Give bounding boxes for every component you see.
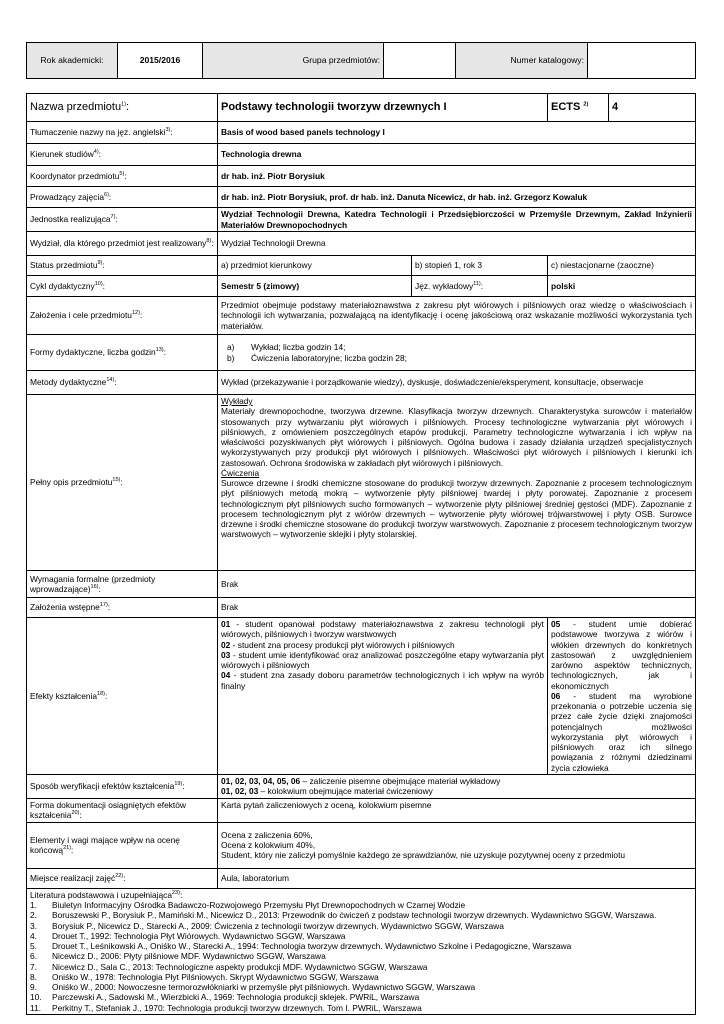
ects-value: 4	[609, 94, 696, 122]
literature-item: 4. Drouet T., 1992: Technologia Płyt Wiórowych. Wydawnictwo SGGW, Warszawa	[30, 930, 346, 941]
language-label: Jęz. wykładowy$^{11)}$:	[412, 276, 548, 297]
outcome-item: 01 - student opanował podstawy materiałoznawstwa z zakresu technologii płyt wiórowych, pilśniowych i tworzyw warstwowych	[221, 619, 544, 640]
form-item: a) Wykład; liczba godzin 14;	[227, 341, 346, 352]
for-faculty-value: Wydział Technologii Drewna	[218, 232, 696, 256]
literature-item: 9. Oniśko W., 2000: Nowoczesne termorozwłókniarki w przemyśle płyt pilśniowych. Wydawnictwo SGGW, Warszawa	[30, 982, 476, 992]
documentation-row	[27, 798, 696, 822]
exercise-text: Surowce drzewne i środki chemiczne stosowane do produkcji tworzyw drzewnych. Zapoznanie z procesem technologicznym płyt pilśniowych metodą mokrą – wytworzenie płyty pilśniowej twardej i płyty porowatej. Zapoznanie z procesem technologicznym płyt pilśniowych sucho formowanych – wytworzenie płyty pilśniowej średniej gęstości (MDF). Zapoznanie z procesem technologicznym płyt z wiórów drzewnych – wytworzenie płyty wiórowej trójwarstwowej i płyty OSB. Surowce drzewne i środki chemiczne stosowane do produkcji tworzyw warstwowych. Zapoznanie z procesem technologicznym tworzyw warstwowych – wytworzenie sklejki i płyty stolarskiej.	[221, 478, 692, 540]
formal-requirements-label: Wymagania formalne (przedmioty wprowadzające)$^{16)}$:	[27, 571, 218, 598]
outcomes-left	[218, 618, 548, 775]
literature-label: Literatura podstawowa i uzupełniająca$^{23)}$:	[30, 889, 183, 900]
forms-value	[218, 335, 696, 371]
literature-item: 2. Boruszewski P., Borysiuk P., Mamiński M., Nicewicz D., 2013: Przewodnik do ćwiczeń z podstaw technologii tworzyw drzewnych. Wydawnictwo SGGW, Warszawa.	[30, 910, 657, 921]
outcomes-row	[27, 618, 696, 775]
translation-row	[27, 122, 696, 144]
language-value: polski	[548, 276, 696, 297]
catalog-number-label: Numer katalogowy:	[456, 43, 588, 79]
outcome-item: 06 - student ma wyrobione przekonania o potrzebie uczenia się przez całe życie dzięki znajomości potencjalnych możliwości wykorzystania płyt wiórowych i pilśniowych oraz ich silnego powiązania z różnymi dziedzinami życia człowieka	[551, 690, 692, 773]
prerequisites-row	[27, 598, 696, 618]
unit-value: Wydział Technologii Drewna, Katedra Technologii i Przedsiębiorczości w Przemyśle Drzewnym, Zakład Inżynierii Materiałów Drewnopochodnych	[218, 208, 696, 232]
coordinator-value: dr hab. inż. Piotr Borysiuk	[218, 166, 696, 187]
instructors-row	[27, 187, 696, 208]
literature-row	[27, 888, 696, 1014]
subject-group-label: Grupa przedmiotów:	[203, 43, 384, 79]
forms-label: Formy dydaktyczne, liczba godzin$^{13)}$:	[27, 335, 218, 371]
course-name-row	[27, 94, 696, 122]
literature-item: 7. Nicewicz D., Sala C., 2013: Technologiczne aspekty produkcji MDF. Wydawnictwo SGGW, Warszawa	[30, 961, 428, 972]
translation-label: Tłumaczenie nazwy na jęz. angielski$^{3)}$:	[27, 122, 218, 144]
location-label: Miejsce realizacji zajęć$^{22)}$:	[27, 868, 218, 888]
unit-row	[27, 208, 696, 232]
documentation-label: Forma dokumentacji osiągniętych efektów kształcenia$^{20)}$:	[27, 798, 218, 822]
unit-label: Jednostka realizująca$^{7)}$:	[27, 208, 218, 232]
course-card-table	[26, 93, 696, 1015]
cycle-value: Semestr 5 (zimowy)	[218, 276, 412, 297]
field-of-study-row	[27, 144, 696, 166]
exercise-heading: Ćwiczenia	[221, 467, 260, 478]
formal-requirements-value: Brak	[218, 571, 696, 598]
cycle-row	[27, 276, 696, 297]
academic-year-label: Rok akademicki:	[27, 43, 118, 79]
status-value-a: a) przedmiot kierunkowy	[218, 256, 412, 276]
methods-value: Wykład (przekazywanie i porządkowanie wiedzy), dyskusje, doświadczenie/eksperyment, konsultacje, obserwacje	[218, 371, 696, 395]
goals-row	[27, 297, 696, 335]
methods-label: Metody dydaktyczne$^{14)}$:	[27, 371, 218, 395]
literature-item: 3. Borysiuk P., Nicewicz D., Starecki A., 2009: Ćwiczenia z technologii tworzyw drzewnych. Wydawnictwo SGGW, Warszawa	[30, 920, 504, 931]
form-item: b) Ćwiczenia laboratoryjne; liczba godzin 28;	[227, 353, 407, 363]
header-table	[26, 42, 696, 79]
location-row	[27, 868, 696, 888]
verification-label: Sposób weryfikacji efektów kształcenia$^{19)}$:	[27, 774, 218, 798]
outcome-item: 04 - student zna zasady doboru parametrów technologicznych i ich wpływ na wyrób finalny	[221, 670, 544, 691]
formal-requirements-row	[27, 571, 696, 598]
prerequisites-value: Brak	[218, 598, 696, 618]
catalog-number-value	[588, 43, 696, 79]
coordinator-row	[27, 166, 696, 187]
outcome-item: 05 - student umie dobierać podstawowe tworzywa z wiórów i włókien drzewnych do konkretnych zastosowań z uwzględnieniem zarówno aspektów technicznych, technologicznych, jak i ekonomicznych	[551, 619, 692, 691]
status-value-c: c) niestacjonarne (zaoczne)	[548, 256, 696, 276]
literature-item: 5. Drouet T., Leśnikowski A., Oniśko W., Starecki A., 1994: Technologia tworzyw drzewnych. Wydawnictwo Szkolne i Pedagogiczne, Warszawa	[30, 941, 572, 951]
lecture-text: Materiały drewnopochodne, tworzywa drzewne. Klasyfikacja tworzyw drzewnych. Charakterystyka surowców i materiałów stosowanych przy wytwarzaniu płyt wiórowych i pilśniowych. Procesy technologiczne wytwarzania płyt wiórowych i pilśniowych, z omówieniem poszczególnych etapów produkcji. Parametry technologiczne wytwarzania i ich wpływ na właściwości pozyskiwanych płyt wiórowych i pilśniowych. Ogólna budowa i zasady działania urządzeń specjalistycznych wykorzystywanych przy produkcji płyt wiórowych i pilśniowych. Właściwości płyt wiórowych i pilśniowych i kierunki ich zastosowań. Ochrona środowiska w zakładach płyt wiórowych i pilśniowych.	[221, 406, 692, 468]
verification-value: 01, 02, 03, 04, 05, 06 – zaliczenie pisemne obejmujące materiał wykładowy 01, 02, 03 – kolokwium obejmujące materiał ćwiczeniowy	[218, 774, 696, 798]
field-of-study-value: Technologia drewna	[218, 144, 696, 166]
literature-cell	[27, 888, 696, 1014]
weights-label: Elementy i wagi mające wpływ na ocenę końcową$^{21)}$:	[27, 822, 218, 868]
outcome-item: 02 - student zna procesy produkcji płyt wiórowych i pilśniowych	[221, 639, 455, 650]
literature-item: 8. Oniśko W., 1978: Technologia Płyt Pilśniowych. Skrypt Wydawnictwo SGGW, Warszawa	[30, 971, 379, 982]
prerequisites-label: Założenia wstępne$^{17)}$:	[27, 598, 218, 618]
status-label: Status przedmiotu$^{9)}$:	[27, 256, 218, 276]
outcomes-right	[548, 618, 696, 775]
methods-row	[27, 371, 696, 395]
course-name-label: Nazwa przedmiotu$^{1)}$:	[27, 94, 218, 122]
for-faculty-label: Wydział, dla którego przedmiot jest realizowany$^{8)}$:	[27, 232, 218, 256]
coordinator-label: Koordynator przedmiotu$^{5)}$:	[27, 166, 218, 187]
goals-value: Przedmiot obejmuje podstawy materiałoznawstwa z zakresu płyt wiórowych i pilśniowych oraz wiedzę o właściwościach i technologii ich wytwarzania, pozwalającą na identyfikację i ocenę jakościową oraz wskazanie możliwości wykorzystania tych materiałów.	[218, 297, 696, 335]
description-row	[27, 395, 696, 571]
forms-row	[27, 335, 696, 371]
goals-label: Założenia i cele przedmiotu$^{12)}$:	[27, 297, 218, 335]
location-value: Aula, laboratorium	[218, 868, 696, 888]
status-row	[27, 256, 696, 276]
literature-item: 1. Biuletyn Informacyjny Ośrodka Badawczo-Rozwojowego Przemysłu Płyt Drewnopochodnych w Czarnej Wodzie	[30, 900, 466, 910]
for-faculty-row	[27, 232, 696, 256]
weights-value: Ocena z zaliczenia 60%, Ocena z kolokwium 40%, Student, który nie zaliczył pomyślnie każdego ze sprawdzianów, nie uzyskuje pozytywnej oceny z przedmiotu	[218, 822, 696, 868]
description-label: Pełny opis przedmiotu$^{15)}$:	[27, 395, 218, 571]
instructors-value: dr hab. inż. Piotr Borysiuk, prof. dr hab. inż. Danuta Nicewicz, dr hab. inż. Grzegorz Kowaluk	[218, 187, 696, 208]
literature-list	[30, 900, 692, 1013]
status-value-b: b) stopień 1, rok 3	[412, 256, 548, 276]
outcome-item: 03 - student umie identyfikować oraz analizować poszczególne etapy wytwarzania płyt wiórowych i pilśniowych	[221, 649, 544, 670]
verification-row	[27, 774, 696, 798]
ects-label: ECTS $^{2)}$	[548, 94, 609, 122]
academic-year-value: 2015/2016	[118, 43, 203, 79]
cycle-label: Cykl dydaktyczny$^{10)}$:	[27, 276, 218, 297]
literature-item: 10. Parczewski A., Sadowski M., Wierzbicki A., 1969: Technologia produkcji sklejek. PWRiL, Warszawa	[30, 992, 420, 1003]
instructors-label: Prowadzący zajęcia$^{6)}$:	[27, 187, 218, 208]
translation-value: Basis of wood based panels technology I	[218, 122, 696, 144]
course-name-value: Podstawy technologii tworzyw drzewnych I	[218, 94, 548, 122]
description-value	[218, 395, 696, 571]
lecture-heading: Wykłady	[221, 396, 253, 406]
weights-row	[27, 822, 696, 868]
subject-group-value	[384, 43, 456, 79]
outcomes-label: Efekty kształcenia$^{18)}$:	[27, 618, 218, 775]
field-of-study-label: Kierunek studiów$^{4)}$:	[27, 144, 218, 166]
documentation-value: Karta pytań zaliczeniowych z oceną, kolokwium pisemne	[218, 798, 696, 822]
literature-item: 11. Perkitny T., Stefaniak J., 1970: Technologia produkcji tworzyw drzewnych. Tom I. PWRiL, Warszawa	[30, 1002, 422, 1013]
literature-item: 6. Nicewicz D., 2006: Płyty pilśniowe MDF. Wydawnictwo SGGW, Warszawa	[30, 951, 326, 962]
